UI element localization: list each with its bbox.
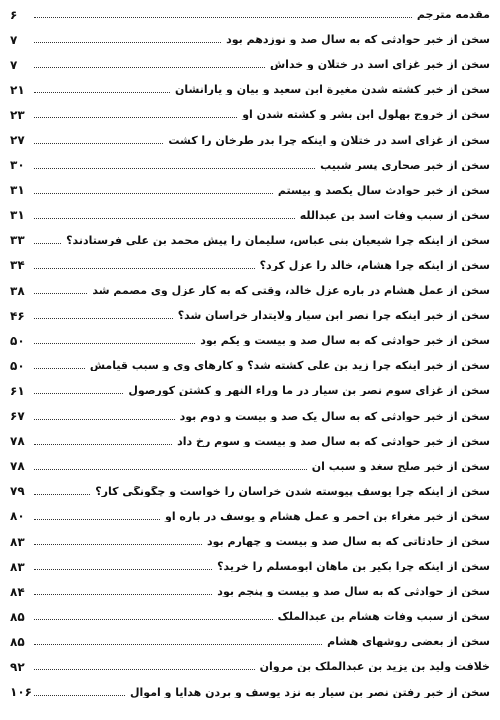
dot-leader — [34, 368, 85, 369]
toc-entry-title: خلافت ولید بن یزید بن عبدالملک بن مروان — [259, 661, 490, 673]
toc-entry-title: سخن از بعضی روشهای هشام — [327, 636, 490, 648]
toc-entry[interactable] — [10, 429, 490, 454]
toc-entry[interactable] — [10, 203, 490, 228]
toc-entry-page-number: ۶۷ — [10, 409, 25, 424]
toc-entry-page-number: ۹۲ — [10, 659, 25, 674]
toc-entry-title: سخن از اینکه چرا یوسف پیوسته شدن خراسان را خواست و چگونگی کار؟ — [95, 485, 490, 497]
dot-leader — [34, 193, 273, 194]
toc-entry-page-number: ۶۱ — [10, 383, 25, 398]
toc-entry-title: سخن از خبر صحاری پسر شبیب — [320, 159, 490, 171]
toc-entry-page-number: ۷۸ — [10, 459, 25, 474]
toc-entry-page-number: ۳۸ — [10, 283, 25, 298]
toc-entry-page-number: ۲۳ — [10, 107, 25, 122]
dot-leader — [34, 243, 61, 244]
toc-entry[interactable] — [10, 253, 490, 278]
toc-entry-page-number: ۷ — [10, 32, 18, 47]
dot-leader — [34, 67, 265, 68]
toc-entry-title: سخن از خبر حوادثی که به سال صد و بیست و سوم رخ داد — [177, 435, 490, 447]
toc-entry[interactable] — [10, 554, 490, 579]
toc-entry-page-number: ۷۸ — [10, 434, 25, 449]
toc-entry[interactable] — [10, 604, 490, 629]
toc-entry[interactable] — [10, 529, 490, 554]
toc-entry-page-number: ۱۰۶ — [10, 685, 32, 700]
toc-entry-page-number: ۸۵ — [10, 634, 25, 649]
toc-entry-title: سخن از غزای اسد در ختلان و اینکه چرا بدر طرخان را کشت — [168, 134, 490, 146]
toc-entry-title: سخن از خبر اینکه چرا زید بن علی کشته شد؟ و کارهای وی و سبب قیامش — [89, 360, 490, 372]
toc-entry-title: سخن از خروج بهلول ابن بشر و کشته شدن او — [242, 109, 490, 121]
dot-leader — [34, 619, 273, 620]
toc-entry-page-number: ۵۰ — [10, 333, 25, 348]
toc-entry-title: سخن از اینکه چرا بکیر بن ماهان ابومسلم را خرید؟ — [217, 561, 490, 573]
toc-entry-title: سخن از خبر اینکه چرا نصر ابن سیار ولایتدار خراسان شد؟ — [177, 310, 490, 322]
toc-entry-page-number: ۳۱ — [10, 208, 25, 223]
toc-entry[interactable] — [10, 479, 490, 504]
dot-leader — [34, 293, 87, 294]
dot-leader — [34, 695, 125, 696]
toc-entry-title: سخن از اینکه چرا شیعیان بنی عباس، سلیمان را پیش محمد بن علی فرستادند؟ — [66, 234, 490, 246]
toc-entry-page-number: ۸۵ — [10, 609, 25, 624]
toc-entry-page-number: ۳۱ — [10, 183, 25, 198]
toc-entry[interactable] — [10, 303, 490, 328]
toc-entry[interactable] — [10, 579, 490, 604]
toc-entry[interactable] — [10, 77, 490, 102]
toc-entry[interactable] — [10, 654, 490, 679]
toc-entry-page-number: ۲۱ — [10, 82, 25, 97]
toc-entry[interactable] — [10, 27, 490, 52]
dot-leader — [34, 143, 163, 144]
toc-entry[interactable] — [10, 353, 490, 378]
toc-entry[interactable] — [10, 127, 490, 152]
toc-entry-page-number: ۳۰ — [10, 158, 25, 173]
toc-entry[interactable] — [10, 328, 490, 353]
dot-leader — [34, 544, 202, 545]
toc-entry[interactable] — [10, 404, 490, 429]
toc-entry-title: سخن از خبر صلح سغد و سبب آن — [311, 460, 490, 472]
dot-leader — [34, 444, 172, 445]
dot-leader — [34, 17, 412, 18]
toc-entry[interactable] — [10, 153, 490, 178]
dot-leader — [34, 42, 221, 43]
toc-entry-title: سخن از خبر حوادث سال یکصد و بیستم — [277, 184, 490, 196]
toc-entry-page-number: ۸۰ — [10, 509, 25, 524]
toc-entry-page-number: ۷۹ — [10, 484, 25, 499]
toc-entry-title: سخن از غزای سوم نصر بن سیار در ما وراء النهر و کشتن کورصول — [128, 385, 490, 397]
toc-entry-title: سخن از حادثاتی که به سال صد و بیست و چهارم بود — [207, 536, 490, 548]
toc-entry[interactable] — [10, 52, 490, 77]
dot-leader — [34, 594, 212, 595]
toc-entry[interactable] — [10, 629, 490, 654]
toc-entry-page-number: ۸۳ — [10, 559, 25, 574]
toc-entry-page-number: ۸۴ — [10, 584, 25, 599]
toc-entry-title: سخن از خبر رفتن نصر بن سیار به نزد یوسف و بردن هدایا و اموال — [129, 686, 490, 698]
toc-entry-page-number: ۸۳ — [10, 534, 25, 549]
toc-entry[interactable] — [10, 2, 490, 27]
toc-entry-title: سخن از عمل هشام در باره عزل خالد، وقتی که به کار عزل وی مصمم شد — [92, 285, 490, 297]
toc-entry-title: سخن از سبب وفات هشام بن عبدالملک — [277, 611, 490, 623]
dot-leader — [34, 669, 255, 670]
toc-entry[interactable] — [10, 504, 490, 529]
toc-entry-title: سخن از خبر غزای اسد در ختلان و خداش — [270, 59, 490, 71]
toc-entry-title: سخن از خبر کشته شدن مغیرة ابن سعید و بیان و یارانشان — [175, 84, 490, 96]
toc-entry-title: سخن از خبر حوادثی که به سال صد و بیست و یکم بود — [200, 335, 490, 347]
toc-entry-page-number: ۵۰ — [10, 358, 25, 373]
toc-entry-title: سخن از خبر حوادثی که به سال صد و نوزدهم بود — [226, 34, 490, 46]
toc-entry[interactable] — [10, 680, 490, 705]
dot-leader — [34, 92, 170, 93]
table-of-contents — [10, 2, 490, 705]
dot-leader — [34, 117, 237, 118]
toc-entry-title: سخن از حوادثی که به سال صد و بیست و پنجم بود — [217, 586, 490, 598]
dot-leader — [34, 569, 212, 570]
dot-leader — [34, 318, 173, 319]
toc-entry-page-number: ۷ — [10, 57, 18, 72]
dot-leader — [34, 218, 295, 219]
toc-entry[interactable] — [10, 178, 490, 203]
toc-entry[interactable] — [10, 278, 490, 303]
dot-leader — [34, 168, 315, 169]
toc-entry-title: مقدمه مترجم — [416, 9, 490, 21]
toc-entry-page-number: ۶ — [10, 7, 18, 22]
dot-leader — [34, 268, 255, 269]
toc-entry-page-number: ۳۴ — [10, 258, 25, 273]
toc-entry-title: سخن از خبر حوادثی که به سال یک صد و بیست و دوم بود — [179, 410, 490, 422]
toc-entry[interactable] — [10, 102, 490, 127]
dot-leader — [34, 469, 307, 470]
toc-entry-title: سخن از سبب وفات اسد بن عبدالله — [299, 209, 490, 221]
dot-leader — [34, 419, 175, 420]
toc-entry-page-number: ۳۳ — [10, 233, 25, 248]
dot-leader — [34, 519, 160, 520]
toc-entry-title: سخن از اینکه چرا هشام، خالد را عزل کرد؟ — [259, 259, 490, 271]
dot-leader — [34, 494, 90, 495]
toc-entry-title: سخن از خبر مغراء بن احمر و عمل هشام و یوسف در باره او — [164, 510, 490, 522]
toc-entry[interactable] — [10, 228, 490, 253]
dot-leader — [34, 343, 195, 344]
toc-entry[interactable] — [10, 454, 490, 479]
toc-entry-page-number: ۲۷ — [10, 133, 25, 148]
dot-leader — [34, 393, 123, 394]
dot-leader — [34, 644, 322, 645]
toc-entry[interactable] — [10, 378, 490, 403]
toc-entry-page-number: ۴۶ — [10, 308, 25, 323]
